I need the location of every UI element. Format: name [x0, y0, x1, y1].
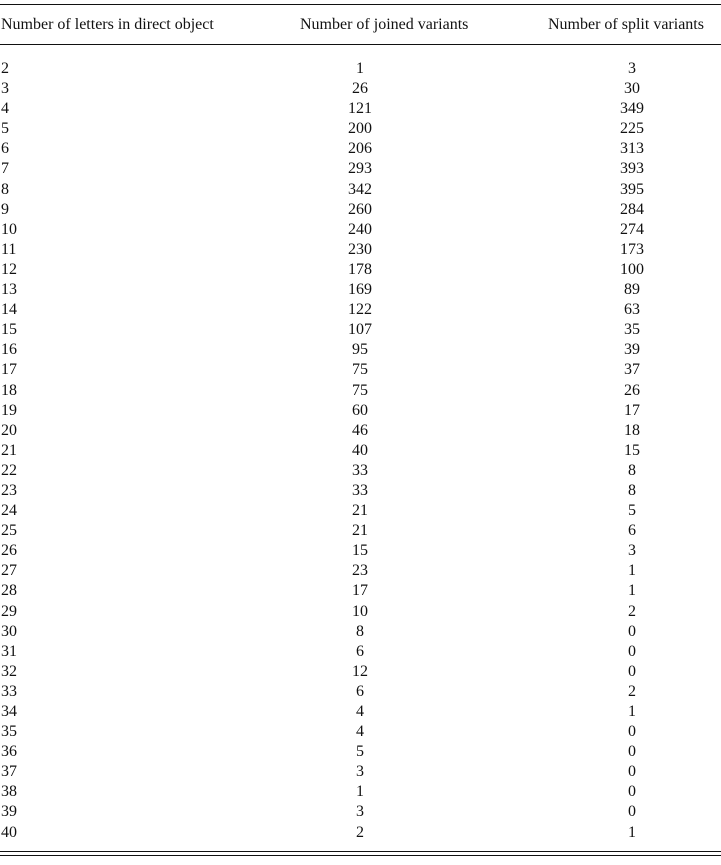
- split-cell: 225: [620, 120, 644, 138]
- letters-cell: 5: [1, 120, 9, 138]
- table-row: [0, 79, 721, 99]
- split-cell: 100: [620, 260, 644, 278]
- table-row: [0, 300, 721, 320]
- letters-cell: 25: [1, 522, 17, 540]
- letters-cell: 26: [1, 542, 17, 560]
- joined-cell: 95: [352, 341, 368, 359]
- split-cell: 89: [624, 281, 640, 299]
- joined-cell: 75: [352, 361, 368, 379]
- letters-cell: 7: [1, 160, 9, 178]
- letters-cell: 2: [1, 60, 9, 77]
- split-cell: 3: [628, 542, 636, 560]
- split-cell: 0: [628, 622, 636, 640]
- letters-cell: 8: [1, 180, 9, 198]
- table-row: [0, 642, 721, 662]
- letters-cell: 6: [1, 140, 9, 158]
- table-row: [0, 159, 721, 179]
- split-cell: 274: [620, 220, 644, 238]
- table-row: [0, 823, 721, 843]
- split-cell: 0: [628, 803, 636, 821]
- split-cell: 0: [628, 662, 636, 680]
- joined-cell: 75: [352, 381, 368, 399]
- letters-cell: 35: [1, 723, 17, 741]
- letters-cell: 19: [1, 401, 17, 419]
- letters-cell: 18: [1, 381, 17, 399]
- joined-cell: 5: [356, 743, 364, 761]
- letters-cell: 30: [1, 622, 17, 640]
- table-row: [0, 461, 721, 481]
- split-cell: 1: [628, 582, 636, 600]
- table-row: [0, 441, 721, 461]
- table-row: [0, 521, 721, 541]
- table-row: [0, 742, 721, 762]
- table-header: [0, 12, 721, 38]
- split-cell: 8: [628, 461, 636, 479]
- table-row: [0, 260, 721, 280]
- table-row: [0, 481, 721, 501]
- table-row: [0, 421, 721, 441]
- joined-cell: 240: [348, 220, 372, 238]
- letters-cell: 10: [1, 220, 17, 238]
- joined-cell: 293: [348, 160, 372, 178]
- letters-cell: 39: [1, 803, 17, 821]
- table-row: [0, 682, 721, 702]
- table-row: [0, 99, 721, 119]
- joined-cell: 3: [356, 763, 364, 781]
- split-cell: 2: [628, 682, 636, 700]
- split-cell: 2: [628, 602, 636, 620]
- letters-cell: 20: [1, 421, 17, 439]
- joined-cell: 3: [356, 803, 364, 821]
- table-row: [0, 180, 721, 200]
- table-row: [0, 401, 721, 421]
- table-row: [0, 762, 721, 782]
- table-row: [0, 722, 721, 742]
- split-cell: 395: [620, 180, 644, 198]
- joined-cell: 26: [352, 80, 368, 98]
- header-split: Number of split variants: [548, 16, 704, 33]
- letters-cell: 28: [1, 582, 17, 600]
- letters-cell: 27: [1, 562, 17, 580]
- split-cell: 17: [624, 401, 640, 419]
- header-letters: Number of letters in direct object: [1, 16, 214, 33]
- joined-cell: 230: [348, 240, 372, 258]
- letters-cell: 4: [1, 100, 9, 118]
- table-row: [0, 59, 721, 79]
- joined-cell: 2: [356, 823, 364, 841]
- split-cell: 5: [628, 502, 636, 520]
- joined-cell: 60: [352, 401, 368, 419]
- table-row: [0, 119, 721, 139]
- joined-cell: 122: [348, 301, 372, 319]
- split-cell: 26: [624, 381, 640, 399]
- joined-cell: 1: [356, 783, 364, 801]
- top-rule: [0, 4, 721, 5]
- letters-cell: 33: [1, 682, 17, 700]
- letters-cell: 29: [1, 602, 17, 620]
- letters-cell: 32: [1, 662, 17, 680]
- letters-cell: 12: [1, 260, 17, 278]
- table-row: [0, 782, 721, 802]
- split-cell: 0: [628, 763, 636, 781]
- letters-cell: 13: [1, 281, 17, 299]
- split-cell: 349: [620, 100, 644, 118]
- bottom-rule-2: [0, 855, 721, 856]
- header-rule: [0, 44, 721, 45]
- joined-cell: 33: [352, 461, 368, 479]
- split-cell: 63: [624, 301, 640, 319]
- split-cell: 0: [628, 743, 636, 761]
- joined-cell: 46: [352, 421, 368, 439]
- table-row: [0, 220, 721, 240]
- table-row: [0, 381, 721, 401]
- letters-cell: 24: [1, 502, 17, 520]
- joined-cell: 107: [348, 321, 372, 339]
- joined-cell: 200: [348, 120, 372, 138]
- joined-cell: 33: [352, 481, 368, 499]
- table-row: [0, 501, 721, 521]
- table-row: [0, 320, 721, 340]
- letters-cell: 16: [1, 341, 17, 359]
- letters-cell: 23: [1, 481, 17, 499]
- split-cell: 18: [624, 421, 640, 439]
- split-cell: 3: [628, 60, 636, 77]
- joined-cell: 4: [356, 723, 364, 741]
- table-row: [0, 340, 721, 360]
- letters-cell: 34: [1, 703, 17, 720]
- split-cell: 0: [628, 783, 636, 801]
- split-cell: 313: [620, 140, 644, 158]
- split-cell: 1: [628, 823, 636, 841]
- joined-cell: 12: [352, 662, 368, 680]
- bottom-rule-1: [0, 851, 721, 852]
- joined-cell: 10: [352, 602, 368, 620]
- split-cell: 1: [628, 562, 636, 580]
- letters-cell: 40: [1, 823, 17, 841]
- joined-cell: 169: [348, 281, 372, 299]
- split-cell: 0: [628, 723, 636, 741]
- joined-cell: 40: [352, 441, 368, 459]
- joined-cell: 8: [356, 622, 364, 640]
- joined-cell: 17: [352, 582, 368, 600]
- table-row: [0, 602, 721, 622]
- joined-cell: 121: [348, 100, 372, 118]
- split-cell: 173: [620, 240, 644, 258]
- joined-cell: 206: [348, 140, 372, 158]
- table-row: [0, 802, 721, 822]
- letters-cell: 3: [1, 80, 9, 98]
- table-row: [0, 280, 721, 300]
- split-cell: 393: [620, 160, 644, 178]
- header-joined: Number of joined variants: [300, 16, 469, 33]
- split-cell: 39: [624, 341, 640, 359]
- joined-cell: 21: [352, 522, 368, 540]
- table-row: [0, 662, 721, 682]
- joined-cell: 178: [348, 260, 372, 278]
- joined-cell: 23: [352, 562, 368, 580]
- letters-cell: 38: [1, 783, 17, 801]
- table-row: [0, 541, 721, 561]
- table-row: [0, 200, 721, 220]
- split-cell: 37: [624, 361, 640, 379]
- letters-cell: 15: [1, 321, 17, 339]
- letters-cell: 17: [1, 361, 17, 379]
- joined-cell: 6: [356, 682, 364, 700]
- split-cell: 0: [628, 642, 636, 660]
- table-row: [0, 139, 721, 159]
- table-row: [0, 581, 721, 601]
- letters-cell: 9: [1, 200, 9, 218]
- split-cell: 6: [628, 522, 636, 540]
- joined-cell: 260: [348, 200, 372, 218]
- letters-cell: 31: [1, 642, 17, 660]
- table-row: [0, 702, 721, 722]
- table-body: [0, 59, 721, 843]
- letters-cell: 22: [1, 461, 17, 479]
- split-cell: 30: [624, 80, 640, 98]
- joined-cell: 1: [356, 60, 364, 77]
- table-row: [0, 561, 721, 581]
- letters-cell: 21: [1, 441, 17, 459]
- letters-cell: 37: [1, 763, 17, 781]
- split-cell: 8: [628, 481, 636, 499]
- split-cell: 35: [624, 321, 640, 339]
- table-row: [0, 240, 721, 260]
- table-row: [0, 622, 721, 642]
- letters-cell: 11: [1, 240, 17, 258]
- joined-cell: 15: [352, 542, 368, 560]
- table-row: [0, 360, 721, 380]
- split-cell: 15: [624, 441, 640, 459]
- letters-cell: 36: [1, 743, 17, 761]
- joined-cell: 6: [356, 642, 364, 660]
- joined-cell: 21: [352, 502, 368, 520]
- split-cell: 284: [620, 200, 644, 218]
- split-cell: 1: [628, 703, 636, 720]
- letters-cell: 14: [1, 301, 17, 319]
- joined-cell: 342: [348, 180, 372, 198]
- joined-cell: 4: [356, 703, 364, 720]
